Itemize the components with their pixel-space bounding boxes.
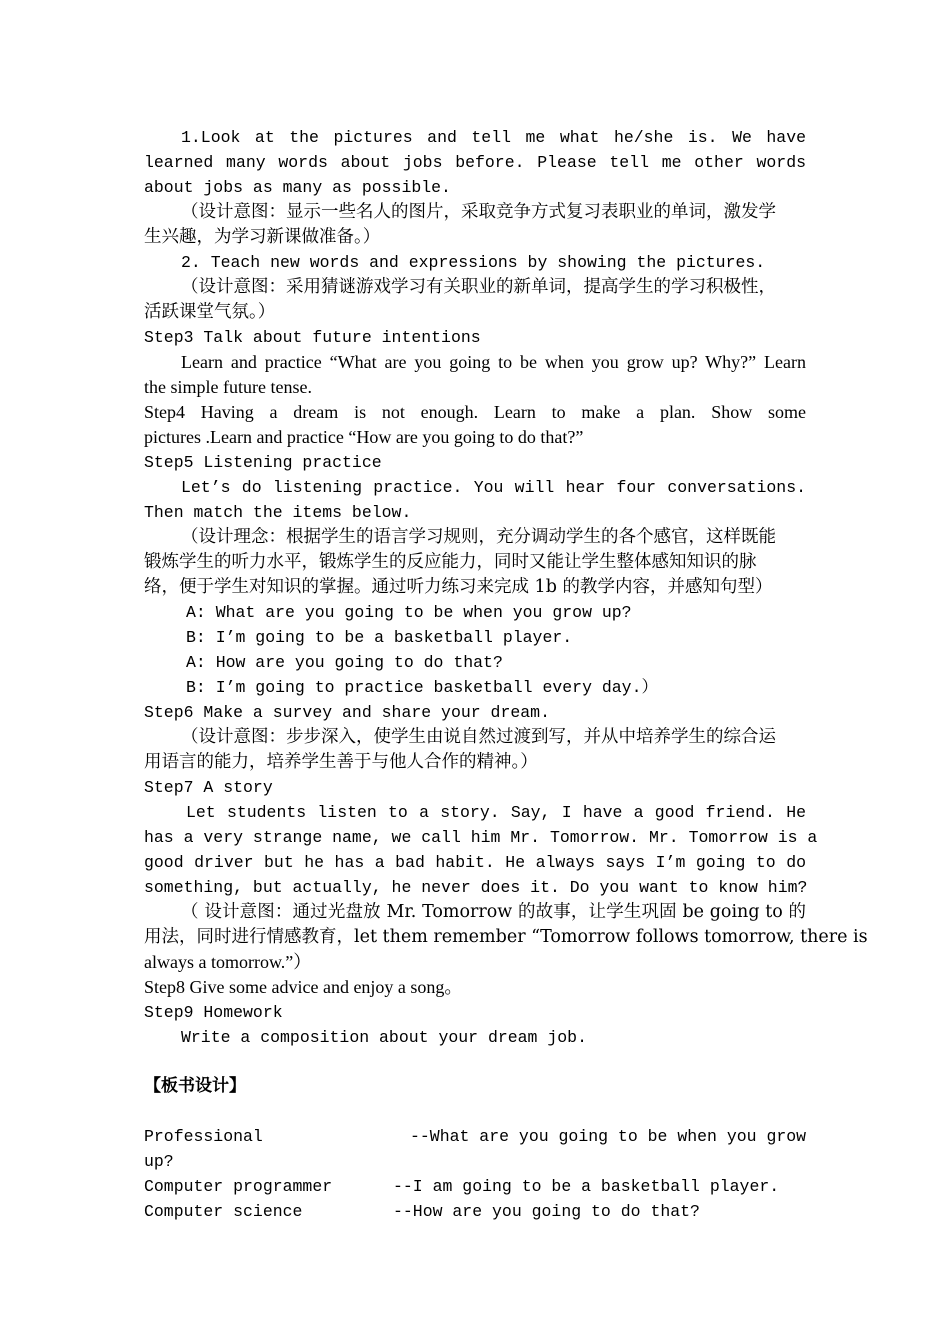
text-line: always a tomorrow.”） (144, 952, 312, 972)
text-line: Learn and practice “What are you going to be when you grow up? Why?” Learn (181, 352, 806, 372)
text-line: Then match the items below. (144, 503, 412, 522)
text-line: learned many words about jobs before. Please tell me other words (144, 153, 806, 172)
text-line: Let students listen to a story. Say, I have a good friend. He (186, 803, 806, 822)
board-right-item: --What are you going to be when you grow (410, 1127, 807, 1146)
design-intent-note: 用语言的能力，培养学生善于与他人合作的精神。） (144, 752, 538, 772)
design-intent-note: （设计理念：根据学生的语言学习规则，充分调动学生的各个感官，这样既能 (181, 527, 776, 547)
step-heading: Step9 Homework (144, 1003, 283, 1022)
board-left-item: Professional (144, 1127, 263, 1146)
design-intent-note: 用法，同时进行情感教育，let them remember “Tomorrow follows tomorrow, there is (144, 927, 868, 947)
board-left-item: Computer programmer (144, 1177, 333, 1196)
step-heading: Step3 Talk about future intentions (144, 328, 481, 347)
dialogue-line: A: What are you going to be when you grow up? (186, 603, 632, 622)
text-line: 1.Look at the pictures and tell me what he/she is. We have (181, 128, 806, 147)
board-wrap-text: up? (144, 1152, 174, 1171)
step-heading: Step4 Having a dream is not enough. Learn to make a plan. Show some (144, 402, 806, 422)
step-heading: Step8 Give some advice and enjoy a song。 (144, 977, 463, 997)
text-line: good driver but he has a bad habit. He always says I’m going to do (144, 853, 806, 872)
board-right-item: --I am going to be a basketball player. (393, 1177, 780, 1196)
text-line: 2. Teach new words and expressions by showing the pictures. (181, 253, 766, 272)
step-heading: Step5 Listening practice (144, 453, 382, 472)
design-intent-note: （ 设计意图：通过光盘放 Mr. Tomorrow 的故事，让学生巩固 be going to 的 (181, 902, 806, 922)
text-line: the simple future tense. (144, 377, 312, 397)
text-line: something, but actually, he never does it. Do you want to know him? (144, 878, 808, 897)
dialogue-line: B: I’m going to practice basketball every day.） (186, 678, 658, 697)
board-right-item: --How are you going to do that? (393, 1202, 700, 1221)
design-intent-note: （设计意图：显示一些名人的图片，采取竞争方式复习表职业的单词，激发学 (181, 202, 776, 222)
design-intent-note: 锻炼学生的听力水平，锻炼学生的反应能力，同时又能让学生整体感知知识的脉 (144, 552, 757, 572)
design-intent-note: 生兴趣，为学习新课做准备。） (144, 227, 381, 247)
step-heading: Step6 Make a survey and share your dream. (144, 703, 550, 722)
dialogue-line: B: I’m going to be a basketball player. (186, 628, 573, 647)
text-line: Write a composition about your dream job. (181, 1028, 587, 1047)
design-intent-note: （设计意图：步步深入，使学生由说自然过渡到写，并从中培养学生的综合运 (181, 727, 776, 747)
design-intent-note: 活跃课堂气氛。） (144, 302, 276, 322)
design-intent-note: 络，便于学生对知识的掌握。通过听力练习来完成 1b 的教学内容，并感知句型） (144, 577, 773, 597)
text-line: Let’s do listening practice. You will hear four conversations. (181, 478, 806, 497)
step-heading: Step7 A story (144, 778, 273, 797)
design-intent-note: （设计意图：采用猜谜游戏学习有关职业的新单词，提高学生的学习积极性， (181, 277, 776, 297)
board-design-heading: 【板书设计】 (144, 1076, 246, 1096)
text-line: pictures .Learn and practice “How are you going to do that?” (144, 427, 584, 447)
board-left-item: Computer science (144, 1202, 303, 1221)
text-line: about jobs as many as possible. (144, 178, 451, 197)
text-line: has a very strange name, we call him Mr. Tomorrow. Mr. Tomorrow is a (144, 828, 818, 847)
dialogue-line: A: How are you going to do that? (186, 653, 503, 672)
